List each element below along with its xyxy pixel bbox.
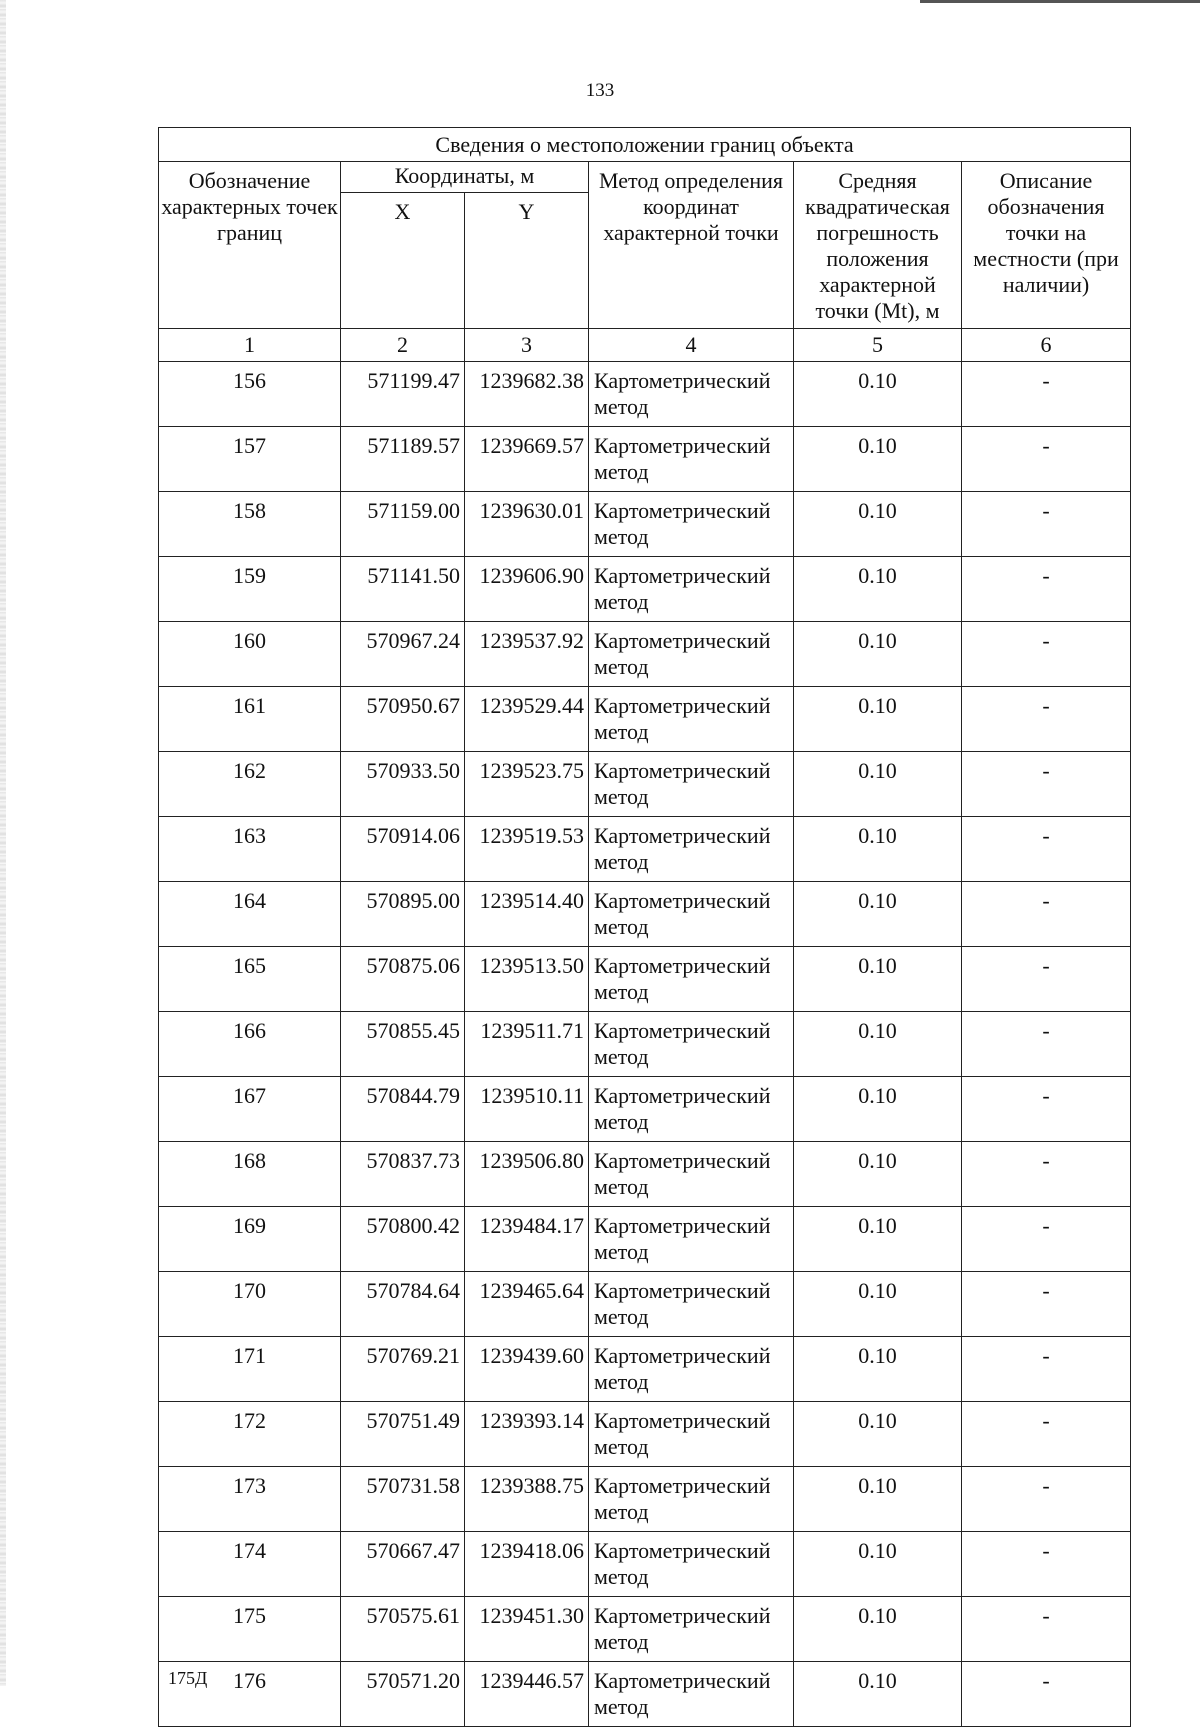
- table-row: [159, 362, 1131, 427]
- point-number-cell: 173: [159, 1467, 341, 1532]
- table-row: [159, 817, 1131, 882]
- method-line: метод: [594, 589, 649, 614]
- table-row: [159, 687, 1131, 752]
- method-line: метод: [594, 1044, 649, 1069]
- mt-cell: 0.10: [794, 1012, 962, 1077]
- method-line: метод: [594, 1564, 649, 1589]
- method-line: Картометрический: [594, 1603, 771, 1628]
- method-line: Картометрический: [594, 693, 771, 718]
- column-number: 1: [159, 329, 341, 362]
- method-line: Картометрический: [594, 1213, 771, 1238]
- table-title: Сведения о местоположении границ объекта: [159, 128, 1131, 162]
- column-number: 6: [962, 329, 1131, 362]
- point-number-cell: 159: [159, 557, 341, 622]
- table-row: [159, 1402, 1131, 1467]
- method-line: метод: [594, 979, 649, 1004]
- method-line: Картометрический: [594, 1668, 771, 1693]
- y-coordinate-cell: 1239519.53: [465, 817, 589, 882]
- header-mean-square-error: Средняя квадратическая погрешность положения характерной точки (Mt), м: [794, 162, 962, 329]
- method-line: Картометрический: [594, 433, 771, 458]
- method-cell: [589, 752, 794, 817]
- method-line: метод: [594, 1174, 649, 1199]
- x-coordinate-cell: 570837.73: [341, 1142, 465, 1207]
- method-line: метод: [594, 1694, 649, 1719]
- description-cell: -: [962, 362, 1131, 427]
- header-point-designation: Обозначение характерных точек границ: [159, 162, 341, 329]
- mt-cell: 0.10: [794, 1272, 962, 1337]
- method-line: Картометрический: [594, 758, 771, 783]
- table-row: [159, 492, 1131, 557]
- header-point-description: Описание обозначения точки на местности (при наличии): [962, 162, 1131, 329]
- mt-cell: 0.10: [794, 1077, 962, 1142]
- mt-cell: 0.10: [794, 882, 962, 947]
- point-number-cell: 171: [159, 1337, 341, 1402]
- description-cell: -: [962, 492, 1131, 557]
- description-cell: -: [962, 752, 1131, 817]
- description-cell: -: [962, 557, 1131, 622]
- description-cell: -: [962, 1077, 1131, 1142]
- y-coordinate-cell: 1239513.50: [465, 947, 589, 1012]
- method-cell: [589, 947, 794, 1012]
- description-cell: -: [962, 1467, 1131, 1532]
- table-row: [159, 947, 1131, 1012]
- x-coordinate-cell: 570571.20: [341, 1662, 465, 1727]
- x-coordinate-cell: 570933.50: [341, 752, 465, 817]
- point-number-cell: 156: [159, 362, 341, 427]
- method-line: Картометрический: [594, 1538, 771, 1563]
- method-line: метод: [594, 784, 649, 809]
- point-number-cell: 169: [159, 1207, 341, 1272]
- x-coordinate-cell: 570895.00: [341, 882, 465, 947]
- y-coordinate-cell: 1239537.92: [465, 622, 589, 687]
- y-coordinate-cell: 1239446.57: [465, 1662, 589, 1727]
- x-coordinate-cell: 570731.58: [341, 1467, 465, 1532]
- method-line: метод: [594, 524, 649, 549]
- mt-cell: 0.10: [794, 1532, 962, 1597]
- method-cell: [589, 1337, 794, 1402]
- table-row: [159, 557, 1131, 622]
- method-cell: [589, 1272, 794, 1337]
- header-y: Y: [465, 192, 589, 328]
- column-number-row: [159, 329, 1131, 362]
- table-row: [159, 1662, 1131, 1727]
- y-coordinate-cell: 1239523.75: [465, 752, 589, 817]
- table-row: [159, 1337, 1131, 1402]
- point-number-cell: 157: [159, 427, 341, 492]
- description-cell: -: [962, 687, 1131, 752]
- mt-cell: 0.10: [794, 1662, 962, 1727]
- mt-cell: 0.10: [794, 1142, 962, 1207]
- description-cell: -: [962, 1662, 1131, 1727]
- method-line: метод: [594, 1629, 649, 1654]
- header-x: X: [341, 192, 465, 328]
- method-cell: [589, 882, 794, 947]
- y-coordinate-cell: 1239529.44: [465, 687, 589, 752]
- method-line: Картометрический: [594, 1083, 771, 1108]
- method-line: Картометрический: [594, 628, 771, 653]
- method-cell: [589, 362, 794, 427]
- method-cell: [589, 1012, 794, 1077]
- description-cell: -: [962, 1012, 1131, 1077]
- point-number-cell: 167: [159, 1077, 341, 1142]
- table-row: [159, 882, 1131, 947]
- point-number-cell: 168: [159, 1142, 341, 1207]
- method-cell: [589, 817, 794, 882]
- mt-cell: 0.10: [794, 947, 962, 1012]
- point-number-cell: 158: [159, 492, 341, 557]
- mt-cell: 0.10: [794, 622, 962, 687]
- description-cell: -: [962, 1272, 1131, 1337]
- method-line: метод: [594, 1109, 649, 1134]
- y-coordinate-cell: 1239388.75: [465, 1467, 589, 1532]
- method-line: метод: [594, 1304, 649, 1329]
- point-number-cell: 162: [159, 752, 341, 817]
- method-cell: [589, 1077, 794, 1142]
- description-cell: -: [962, 1532, 1131, 1597]
- mt-cell: 0.10: [794, 362, 962, 427]
- method-line: Картометрический: [594, 953, 771, 978]
- method-cell: [589, 1597, 794, 1662]
- method-cell: [589, 687, 794, 752]
- scan-line: [920, 0, 1200, 3]
- boundary-coordinates-table: [158, 127, 1131, 1727]
- y-coordinate-cell: 1239451.30: [465, 1597, 589, 1662]
- method-cell: [589, 1467, 794, 1532]
- mt-cell: 0.10: [794, 427, 962, 492]
- method-line: Картометрический: [594, 1343, 771, 1368]
- y-coordinate-cell: 1239510.11: [465, 1077, 589, 1142]
- mt-cell: 0.10: [794, 1207, 962, 1272]
- method-line: Картометрический: [594, 1473, 771, 1498]
- point-number-cell: 170: [159, 1272, 341, 1337]
- method-cell: [589, 1402, 794, 1467]
- x-coordinate-cell: 571199.47: [341, 362, 465, 427]
- point-number-cell: 161: [159, 687, 341, 752]
- description-cell: -: [962, 882, 1131, 947]
- x-coordinate-cell: 570967.24: [341, 622, 465, 687]
- mt-cell: 0.10: [794, 687, 962, 752]
- table-row: [159, 1012, 1131, 1077]
- x-coordinate-cell: 570875.06: [341, 947, 465, 1012]
- mt-cell: 0.10: [794, 1467, 962, 1532]
- y-coordinate-cell: 1239682.38: [465, 362, 589, 427]
- method-line: метод: [594, 914, 649, 939]
- y-coordinate-cell: 1239418.06: [465, 1532, 589, 1597]
- column-number: 2: [341, 329, 465, 362]
- x-coordinate-cell: 570751.49: [341, 1402, 465, 1467]
- table-row: [159, 1597, 1131, 1662]
- table-row: [159, 1207, 1131, 1272]
- y-coordinate-cell: 1239514.40: [465, 882, 589, 947]
- boundary-table-container: [158, 127, 1130, 1727]
- method-line: метод: [594, 459, 649, 484]
- x-coordinate-cell: 570769.21: [341, 1337, 465, 1402]
- method-cell: [589, 1532, 794, 1597]
- method-cell: [589, 557, 794, 622]
- method-cell: [589, 1662, 794, 1727]
- footer-code: 175Д: [168, 1668, 208, 1688]
- x-coordinate-cell: 570575.61: [341, 1597, 465, 1662]
- mt-cell: 0.10: [794, 1402, 962, 1467]
- method-line: Картометрический: [594, 498, 771, 523]
- description-cell: -: [962, 1207, 1131, 1272]
- description-cell: -: [962, 1142, 1131, 1207]
- method-line: Картометрический: [594, 823, 771, 848]
- mt-cell: 0.10: [794, 492, 962, 557]
- method-line: Картометрический: [594, 563, 771, 588]
- method-line: метод: [594, 1499, 649, 1524]
- table-row: [159, 1142, 1131, 1207]
- header-coordinates-group: Координаты, м: [341, 162, 589, 193]
- y-coordinate-cell: 1239393.14: [465, 1402, 589, 1467]
- table-row: [159, 1467, 1131, 1532]
- description-cell: -: [962, 622, 1131, 687]
- point-number-cell: 160: [159, 622, 341, 687]
- description-cell: -: [962, 427, 1131, 492]
- description-cell: -: [962, 1597, 1131, 1662]
- mt-cell: 0.10: [794, 1337, 962, 1402]
- point-number-cell: 166: [159, 1012, 341, 1077]
- y-coordinate-cell: 1239465.64: [465, 1272, 589, 1337]
- mt-cell: 0.10: [794, 817, 962, 882]
- method-cell: [589, 492, 794, 557]
- method-cell: [589, 1207, 794, 1272]
- table-row: [159, 1272, 1131, 1337]
- header-method: Метод определения координат характерной точки: [589, 162, 794, 329]
- point-number-cell: 175: [159, 1597, 341, 1662]
- table-body: [159, 362, 1131, 1727]
- description-cell: -: [962, 1337, 1131, 1402]
- table-row: [159, 1077, 1131, 1142]
- description-cell: -: [962, 817, 1131, 882]
- method-line: метод: [594, 394, 649, 419]
- column-number: 5: [794, 329, 962, 362]
- point-number-cell: 172: [159, 1402, 341, 1467]
- y-coordinate-cell: 1239630.01: [465, 492, 589, 557]
- y-coordinate-cell: 1239511.71: [465, 1012, 589, 1077]
- description-cell: -: [962, 1402, 1131, 1467]
- method-cell: [589, 1142, 794, 1207]
- method-line: метод: [594, 719, 649, 744]
- point-number-cell: 164: [159, 882, 341, 947]
- table-row: [159, 752, 1131, 817]
- method-line: метод: [594, 1434, 649, 1459]
- method-line: Картометрический: [594, 1408, 771, 1433]
- x-coordinate-cell: 570784.64: [341, 1272, 465, 1337]
- x-coordinate-cell: 570914.06: [341, 817, 465, 882]
- method-line: Картометрический: [594, 888, 771, 913]
- x-coordinate-cell: 570844.79: [341, 1077, 465, 1142]
- y-coordinate-cell: 1239606.90: [465, 557, 589, 622]
- column-number: 4: [589, 329, 794, 362]
- y-coordinate-cell: 1239484.17: [465, 1207, 589, 1272]
- method-line: метод: [594, 1369, 649, 1394]
- point-number-cell: 174: [159, 1532, 341, 1597]
- description-cell: -: [962, 947, 1131, 1012]
- table-row: [159, 427, 1131, 492]
- column-number: 3: [465, 329, 589, 362]
- y-coordinate-cell: 1239506.80: [465, 1142, 589, 1207]
- x-coordinate-cell: 571159.00: [341, 492, 465, 557]
- method-line: Картометрический: [594, 1278, 771, 1303]
- x-coordinate-cell: 570800.42: [341, 1207, 465, 1272]
- method-line: метод: [594, 1239, 649, 1264]
- mt-cell: 0.10: [794, 557, 962, 622]
- method-line: Картометрический: [594, 1018, 771, 1043]
- method-cell: [589, 622, 794, 687]
- x-coordinate-cell: 571141.50: [341, 557, 465, 622]
- y-coordinate-cell: 1239439.60: [465, 1337, 589, 1402]
- y-coordinate-cell: 1239669.57: [465, 427, 589, 492]
- table-row: [159, 622, 1131, 687]
- mt-cell: 0.10: [794, 1597, 962, 1662]
- x-coordinate-cell: 570950.67: [341, 687, 465, 752]
- scan-edge: [0, 0, 6, 1686]
- point-number-cell: 163: [159, 817, 341, 882]
- method-line: метод: [594, 654, 649, 679]
- method-line: метод: [594, 849, 649, 874]
- x-coordinate-cell: 570667.47: [341, 1532, 465, 1597]
- point-number-cell: 165: [159, 947, 341, 1012]
- page-number: 133: [585, 80, 615, 101]
- table-row: [159, 1532, 1131, 1597]
- x-coordinate-cell: 570855.45: [341, 1012, 465, 1077]
- x-coordinate-cell: 571189.57: [341, 427, 465, 492]
- point-number-cell: 176: [159, 1662, 341, 1727]
- method-line: Картометрический: [594, 368, 771, 393]
- method-line: Картометрический: [594, 1148, 771, 1173]
- method-cell: [589, 427, 794, 492]
- mt-cell: 0.10: [794, 752, 962, 817]
